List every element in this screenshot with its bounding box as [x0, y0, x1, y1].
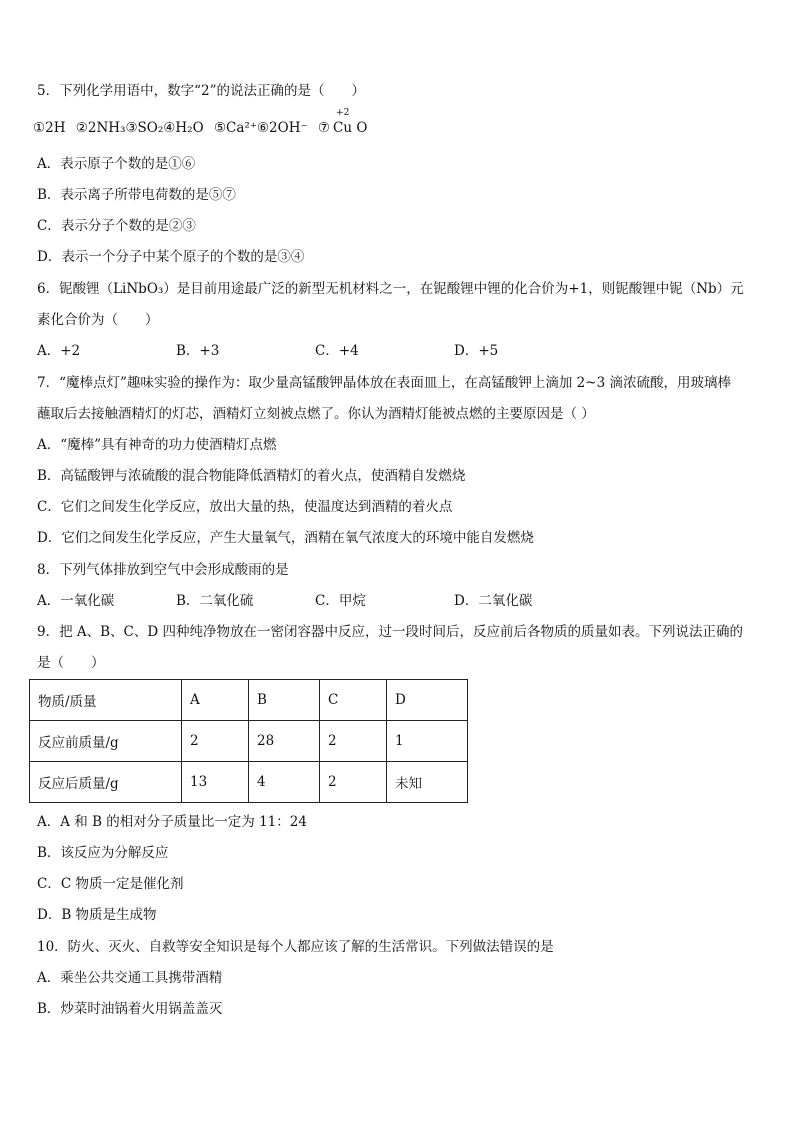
- table-cell: 反应后质量/g: [30, 762, 182, 803]
- table-cell: A: [182, 680, 249, 721]
- table-cell: 2: [320, 762, 387, 803]
- table-cell: 28: [249, 721, 320, 762]
- mass-table: [29, 679, 468, 803]
- q7-stem-line2: 蘸取后去接触酒精灯的灯芯，酒精灯立刻被点燃了。你认为酒精灯能被点燃的主要原因是（ ）: [37, 406, 595, 422]
- q8-option-b: B．二氧化硫: [176, 593, 254, 609]
- q5-formula-list: [33, 108, 368, 137]
- q9-option-c: C．C 物质一定是催化剂: [37, 876, 184, 892]
- table-cell: C: [320, 680, 387, 721]
- q6-stem-line1: 6．铌酸锂（LiNbO₃）是目前用途最广泛的新型无机材料之一，在铌酸锂中锂的化合价为+1，则铌酸锂中铌（Nb）元: [37, 281, 744, 297]
- table-row: [30, 762, 468, 803]
- q8-option-d: D．二氧化碳: [454, 593, 533, 609]
- table-cell: B: [249, 680, 320, 721]
- q7-option-b: B．高锰酸钾与浓硫酸的混合物能降低酒精灯的着火点，使酒精自发燃烧: [37, 468, 466, 484]
- table-cell: 1: [387, 721, 468, 762]
- q7-option-a: A．“魔棒”具有神奇的功力使酒精灯点燃: [37, 437, 277, 453]
- q10-option-b: B．炒菜时油锅着火用锅盖盖灭: [37, 1001, 223, 1017]
- q5-cu-formula: [333, 108, 353, 137]
- q5-formula-5-6: ⑤Ca²⁺⑥2OH⁻: [213, 120, 308, 136]
- q6-option-c: C．+4: [315, 343, 359, 359]
- q5-stem: 5．下列化学用语中，数字“2”的说法正确的是（ ）: [37, 83, 365, 99]
- q5-cu-oxygen: O: [356, 120, 368, 136]
- q5-option-d: D．表示一个分子中某个原子的个数的是③④: [37, 249, 305, 265]
- q10-stem: 10．防火、灭火、自救等安全知识是每个人都应该了解的生活常识。下列做法错误的是: [37, 939, 554, 955]
- table-cell: D: [387, 680, 468, 721]
- q7-option-c: C．它们之间发生化学反应，放出大量的热，使温度达到酒精的着火点: [37, 499, 453, 515]
- q9-stem-line2: 是（ ）: [37, 655, 105, 671]
- q7-option-d: D．它们之间发生化学反应，产生大量氧气，酒精在氧气浓度大的环境中能自发燃烧: [37, 530, 534, 546]
- table-cell: 物质/质量: [30, 680, 182, 721]
- q9-option-a: A．A 和 B 的相对分子质量比一定为 11：24: [37, 814, 307, 830]
- table-cell: 4: [249, 762, 320, 803]
- q5-formula-1: ①2H: [33, 120, 66, 136]
- q10-option-a: A．乘坐公共交通工具携带酒精: [37, 970, 223, 986]
- table-cell: 反应前质量/g: [30, 721, 182, 762]
- q5-option-c: C．表示分子个数的是②③: [37, 218, 196, 234]
- table-cell: 2: [320, 721, 387, 762]
- q5-cu-symbol: Cu: [333, 120, 353, 136]
- q5-option-b: B．表示离子所带电荷数的是⑤⑦: [37, 187, 236, 203]
- table-cell: 未知: [387, 762, 468, 803]
- q6-stem-line2: 素化合价为（ ）: [37, 312, 159, 328]
- table-row-header: [30, 680, 468, 721]
- q6-option-a: A．+2: [37, 343, 81, 359]
- table-cell: 13: [182, 762, 249, 803]
- q5-cu-valence: +2: [336, 108, 350, 118]
- q5-formula-7: ⑦: [317, 120, 331, 136]
- table-row: [30, 721, 468, 762]
- q5-formula-2-4: ②2NH₃③SO₂④H₂O: [75, 120, 204, 136]
- q9-option-b: B．该反应为分解反应: [37, 845, 169, 861]
- q8-option-a: A．一氧化碳: [37, 593, 115, 609]
- table-cell: 2: [182, 721, 249, 762]
- q5-option-a: A．表示原子个数的是①⑥: [37, 156, 196, 172]
- q6-option-b: B．+3: [176, 343, 220, 359]
- q8-stem: 8．下列气体排放到空气中会形成酸雨的是: [37, 562, 289, 578]
- q9-stem-line1: 9．把 A、B、C、D 四种纯净物放在一密闭容器中反应，过一段时间后，反应前后各物质的质量如表。下列说法正确的: [37, 624, 743, 640]
- q6-option-d: D．+5: [454, 343, 499, 359]
- q7-stem-line1: 7．“魔棒点灯”趣味实验的操作为：取少量高锰酸钾晶体放在表面皿上，在高锰酸钾上滴加 2~3 滴浓硫酸，用玻璃棒: [37, 375, 731, 391]
- q8-option-c: C．甲烷: [315, 593, 366, 609]
- q9-option-d: D．B 物质是生成物: [37, 907, 157, 923]
